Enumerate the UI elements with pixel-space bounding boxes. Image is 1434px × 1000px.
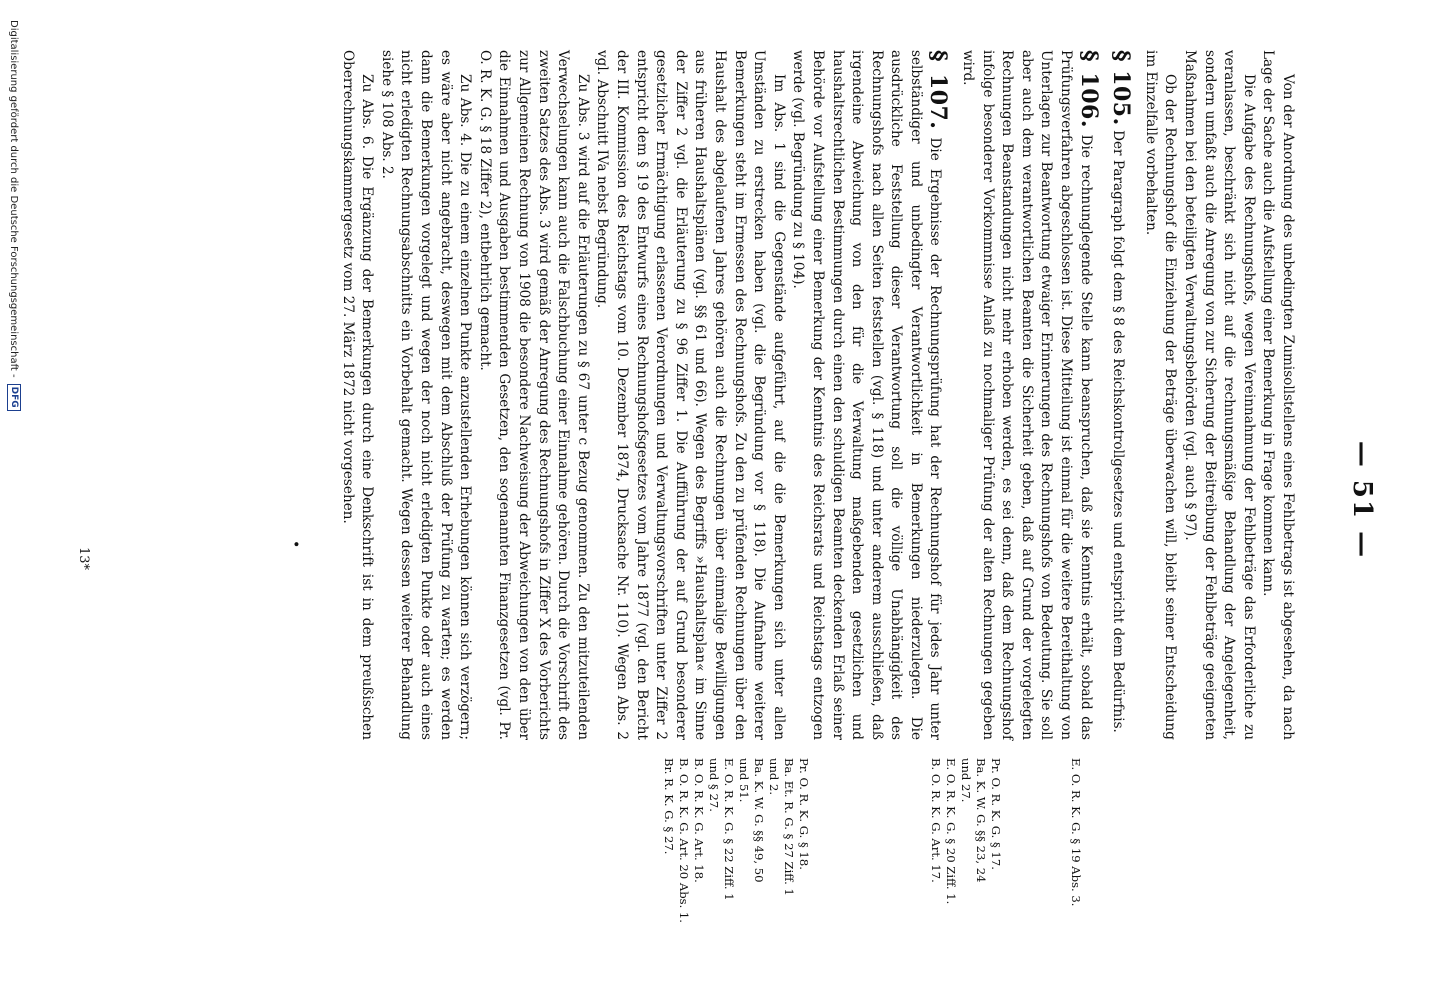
paragraph-abs4: Zu Abs. 4. Die zu einem einzelnen Punkte anzustellenden Erhebungen können sich verzögern; es wäre aber nicht angebracht, deswegen mit dem Abschluß der Prüfung zu warten; es werden dann die Bemerkungen vorgelegt und wegen der noch nicht erledigten Punkte oder auch eines nicht erledigten Rechnungsabschnitts ein Vorbehalt gemacht. Wegen dessen weiterer Behandlung siehe § 108 Abs. 2. — [378, 50, 474, 740]
section-106-text: Die rechnunglegende Stelle kann beanspruchen, daß sie Kenntnis erhält, sobald das Prüfungsverfahren abgeschlossen ist. Diese Mitteilung ist einmal für die weitere Bereithaltung von Unterlagen zur Beantwortung etwaiger Erinnerungen des Rechnungshofs von Bedeutung. Sie soll aber auch dem verantwortlichen Beamten die Sicherheit geben, daß auf Grund der vorgelegten Rechnungen Beanstandungen nicht mehr erhoben werden, es sei denn, daß dem Rechnungshof infolge besonderer Vorkommnisse Anlaß zu nochmaliger Prüfung der alten Rechnungen gegeben wird. — [960, 50, 1094, 740]
section-105-text: Der Paragraph folgt dem § 8 des Reichskontrollgesetzes und entspricht dem Bedürfnis. — [1110, 130, 1127, 733]
paragraph-intro: Von der Anordnung des unbedingten Zumisollstellens eines Fehlbetrags ist abgesehen, da nach Lage der Sache auch die Aufstellung einer Bemerkung in Frage kommen kann. — [1260, 50, 1296, 740]
rotated-document-page — [53, 20, 1383, 980]
paragraph-collection: Ob der Rechnungshof die Einziehung der Beträge überwachen will, bleibt seiner Entscheidung im Einzelfalle vorbehalten. — [1142, 50, 1179, 740]
section-107-text: Die Ergebnisse der Rechnungsprüfung hat der Rechnungshof für jedes Jahr unter selbständiger und unbedingter Verantwortlichkeit in Bemerkungen niederzulegen. Die ausdrückliche Feststellung dieser Verantwortung soll die völlige Unabhängigkeit des Rechnungshofs nach allen Seiten feststellen (vgl. § 118) und unter anderem ausschließen, daß irgendeine Abweichung von den für die Verwaltung maßgebenden gesetzlichen und haushaltsrechtlichen Bestimmungen durch einen den schuldigen Beamten deckenden Erlaß seiner Behörde vor Aufstellung einer Bemerkung der Kenntnis des Reichsrats und Reichstags entzogen werde (vgl. Begründung zu § 104). — [790, 50, 944, 740]
section-106-heading: § 106. — [1075, 50, 1102, 128]
main-text-column — [337, 50, 1297, 740]
section-107-heading: § 107. — [925, 50, 952, 130]
paragraph-abs1: Im Abs. 1 sind die Gegenstände aufgeführt, auf die die Bemerkungen sich unter allen Umständen zu erstrecken haben (vgl. die Begründung vor § 118). Die Aufnahme weiterer Bemerkungen steht im Ermessen des Rechnungshofs. Zu den zu prüfenden Rechnungen über den Haushalt des abgelaufenen Jahres gehören auch die Rechnungen über einmalige Bewilligungen aus früheren Haushaltsplänen (vgl. §§ 61 und 66). Wegen des Begriffs »Haushaltsplan« im Sinne der Ziffer 2 vgl. die Erläuterung zu § 96 Ziffer 1. Die Aufführung der auf Grund besonderer gesetzlicher Ermächtigung erlassenen Verordnungen und Verwaltungsvorschriften unter Ziffer 2 entspricht dem § 19 des Entwurfs eines Rechnungshofsgesetzes vom Jahre 1877 (vgl. den Bericht der III. Kommission des Reichstags vom 10. Dezember 1874, Drucksache Nr. 110). Wegen Abs. 2 vgl. Abschnitt IVa nebst Begründung. — [594, 50, 787, 740]
section-105-heading: § 105. — [1108, 50, 1135, 126]
stray-mark: • — [287, 540, 303, 549]
dfg-logo-icon: DFG — [7, 384, 21, 411]
margin-note-106: Pr. O. R. K. G. § 17. Ba. K. W. G. §§ 23, 24 und 27. E. O. R. K. G. § 20 Ziff. 1. B. O. R. K. G. Art. 17. — [929, 758, 1003, 905]
signature-mark: 13* — [76, 546, 91, 570]
paragraph-task: Die Aufgabe des Rechnungshofs, wegen Vereinnahmung der Fehlbeträge das Erforderliche zu veranlassen, beschränkt sich nicht auf die rechnungsmäßige Behandlung der Angelegenheit, sondern umfaßt auch die Anregung von zur Sicherung der Beitreibung der Fehlbeträge geeigneten Maßnahmen bei den beteiligten Verwaltungsbehörden (vgl. auch § 97). — [1182, 50, 1257, 740]
section-107 — [788, 50, 952, 740]
paragraph-abs6: Zu Abs. 6. Die Ergänzung der Bemerkungen durch eine Denkschrift ist in dem preußischen Oberrechnungskammergesetz vom 27. März 1872 nicht vorgesehen. — [339, 50, 376, 740]
margin-note-107: Pr. O. R. K. G. § 18. Ba. Et. R. G. § 27 Ziff. 1 und 2. Ba. K. W. G. §§ 49, 50 und 51. E. O. R. K. G. § 22 Ziff. 1 und § 27. B. O. R. K. G. Art. 18. B. O. R. K. G. Art. 20 Abs. 1. Br. R. K. G. § 27. — [662, 758, 811, 923]
signature-mark-row — [76, 20, 91, 980]
section-105 — [1108, 50, 1135, 740]
credit-text: Digitalisierung gefördert durch die Deutsche Forschungsgemeinschaft - — [8, 20, 19, 378]
margin-note-105: E. O. R. K. G. § 19 Abs. 3. — [1069, 758, 1083, 907]
section-106 — [958, 50, 1102, 740]
paragraph-abs3: Zu Abs. 3 wird auf die Erläuterungen zu § 67 unter c Bezug genommen. Zu den mitzuteilenden Verwechselungen kann auch die Falschbuchung einer Einnahme gehören. Durch die Vorschrift des zweiten Satzes des Abs. 3 wird gemäß der Anregung des Rechnungshofs in Ziffer X des Vorberichts zur Allgemeinen Rechnung von 1908 die besondere Nachweisung der Abweichungen von den über die Einnahmen und Ausgaben bestimmenden Gesetzen, den sogenannten Finanzgesetzen (vgl. Pr. O. R. K. G. § 18 Ziffer 2), entbehrlich gemacht. — [476, 50, 591, 740]
digitization-credit — [0, 0, 26, 1000]
page-number: — 51 — — [1347, 440, 1377, 560]
